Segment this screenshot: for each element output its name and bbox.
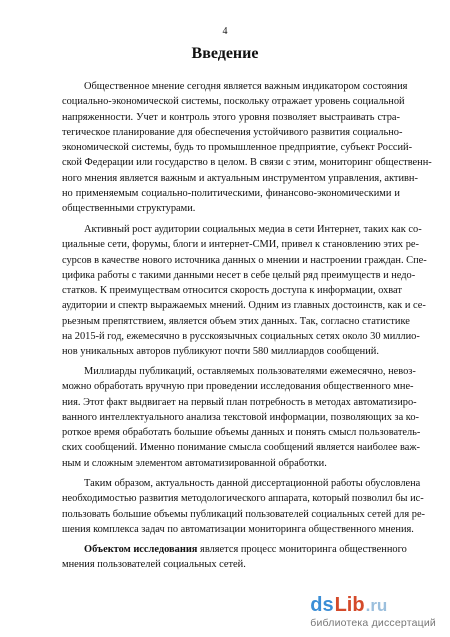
paragraph-4 <box>62 476 426 537</box>
watermark <box>310 594 436 629</box>
paragraph-1 <box>62 79 432 217</box>
watermark-logo <box>310 594 436 617</box>
text-line <box>62 542 407 557</box>
paragraph-3 <box>62 364 421 471</box>
page-title: Введение <box>191 45 259 62</box>
text-line: аудитории и спектр выражаемых мнений. Одним из главных достоинств, как и се- <box>62 300 426 312</box>
text-line: Миллиарды публикаций, оставляемых пользователями ежемесячно, невоз- <box>84 366 416 377</box>
logo-ds: ds <box>310 594 334 616</box>
text-line: но применяемым социально-политическими, финансово-экономическими и <box>62 188 400 200</box>
text-fragment: является процесс мониторинга общественного <box>197 544 407 555</box>
text-line: ских сообщений. Именно понимание смысла сообщений является наиболее важ- <box>62 442 420 454</box>
paragraph-5 <box>62 542 407 573</box>
text-line: необходимостью развития методологического аппарата, который позволил бы ис- <box>62 493 424 505</box>
text-line: статков. К преимуществам относится скорость доступа к информации, охват <box>62 285 402 297</box>
bold-term: Объектом исследования <box>84 544 198 555</box>
text-line: сурсов в качестве нового источника данных о мнении и настроении граждан. Спе- <box>62 254 427 266</box>
page-number: 4 <box>222 26 228 37</box>
text-line: Активный рост аудитории социальных медиа в сети Интернет, таких как со- <box>84 224 422 235</box>
text-line: мнения пользователей социальных сетей. <box>62 559 246 571</box>
text-line: рьезным препятствием, является объем этих данных. Так, согласно статистике <box>62 315 410 327</box>
text-line: нов уникальных авторов публикуют почти 580 миллиардов сообщений. <box>62 346 379 358</box>
logo-ru: .ru <box>365 596 388 615</box>
text-line: ного мнения является важным и актуальным инструментом управления, активн- <box>62 172 418 184</box>
text-line: Таким образом, актуальность данной диссертационной работы обусловлена <box>84 478 421 489</box>
text-line: Общественное мнение сегодня является важным индикатором состояния <box>84 81 408 92</box>
text-line: на 2015-й год, ежемесячно в русскоязычных социальных сетях около 30 миллио- <box>62 331 420 343</box>
text-line: пользовать большие объемы публикаций пользователей социальных сетей для ре- <box>62 508 426 520</box>
text-line: общественными структурами. <box>62 203 196 215</box>
text-line: роткое время обработать большие объемы данных и понять смысл пользователь- <box>62 427 421 439</box>
logo-lib: Lib <box>334 594 365 616</box>
text-line: ния. Этот факт выдвигает на первый план потребность в методах автоматизиро- <box>62 396 417 408</box>
text-line: ванного интеллектуального анализа текстовой информации, позволяющих за ко- <box>62 411 419 423</box>
text-line: ской Федерации или государство в целом. В связи с этим, мониторинг общественн- <box>62 157 432 169</box>
watermark-tagline: библиотека диссертаций <box>310 617 436 629</box>
text-line: циальные сети, форумы, блоги и интернет-СМИ, привел к становлению этих ре- <box>62 239 419 251</box>
text-line: напряженности. Учет и контроль этого уровня позволяет выстраивать стра- <box>62 111 400 123</box>
text-line: социально-экономической системы, поскольку отражает уровень социальной <box>62 96 405 108</box>
paragraph-2 <box>62 222 427 360</box>
text-line: тегическое планирование для обеспечения устойчивого развития социально- <box>62 126 403 138</box>
text-line: экономической системы, будь то промышленное предприятие, субъект Россий- <box>62 142 413 154</box>
text-line: шения комплекса задач по автоматизации мониторинга общественного мнения. <box>62 523 414 535</box>
text-line: цифика работы с такими данными несет в себе целый ряд преимуществ и недо- <box>62 269 416 281</box>
text-line: ным и сложным элементом автоматизированной обработки. <box>62 457 327 469</box>
text-line: можно обработать вручную при проведении исследования общественного мне- <box>62 381 414 393</box>
